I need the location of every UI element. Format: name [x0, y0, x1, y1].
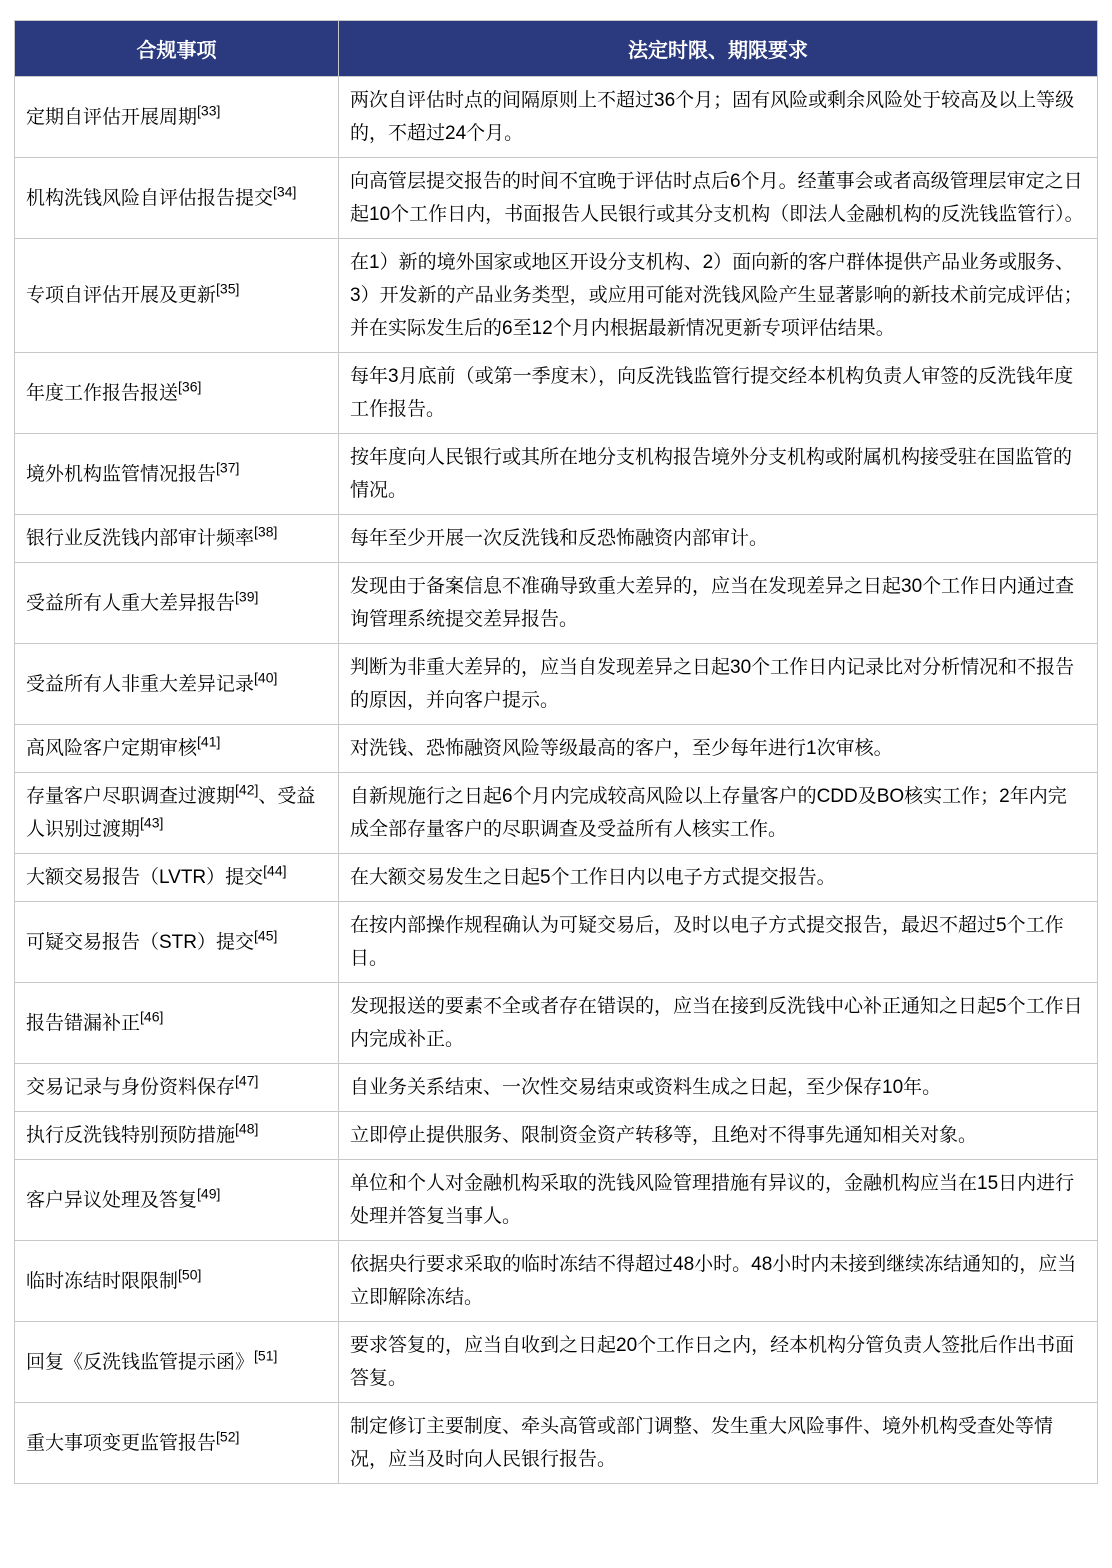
- table-row: [15, 773, 1098, 854]
- footnote-ref: [52]: [216, 1428, 240, 1445]
- footnote-ref: [44]: [263, 862, 287, 879]
- compliance-item-text: 高风险客户定期审核: [26, 738, 198, 759]
- table-row: [15, 644, 1098, 725]
- table-row: [15, 902, 1098, 983]
- table-row: [15, 1322, 1098, 1403]
- compliance-item-cell: [15, 1322, 339, 1403]
- footnote-ref: [34]: [273, 183, 297, 200]
- compliance-item-text: 、受益人识别过渡期: [26, 786, 316, 840]
- deadline-requirement-cell: 在按内部操作规程确认为可疑交易后，及时以电子方式提交报告，最迟不超过5个工作日。: [339, 902, 1098, 983]
- compliance-item-cell: [15, 239, 339, 353]
- deadline-requirement-cell: 自新规施行之日起6个月内完成较高风险以上存量客户的CDD及BO核实工作；2年内完成全部存量客户的尽职调查及受益所有人核实工作。: [339, 773, 1098, 854]
- footnote-ref: [42]: [235, 781, 259, 798]
- deadline-requirement-cell: 在大额交易发生之日起5个工作日内以电子方式提交报告。: [339, 854, 1098, 902]
- footnote-ref: [46]: [140, 1008, 164, 1025]
- table-row: [15, 1241, 1098, 1322]
- deadline-requirement-cell: 每年至少开展一次反洗钱和反恐怖融资内部审计。: [339, 515, 1098, 563]
- deadline-requirement-cell: 自业务关系结束、一次性交易结束或资料生成之日起，至少保存10年。: [339, 1064, 1098, 1112]
- table-row: [15, 434, 1098, 515]
- compliance-item-text: 年度工作报告报送: [26, 382, 179, 404]
- compliance-item-text: 受益所有人重大差异报告: [26, 592, 236, 614]
- compliance-item-cell: [15, 158, 339, 239]
- footnote-ref: [43]: [140, 814, 164, 831]
- table-header: [15, 21, 1098, 77]
- table-row: [15, 239, 1098, 353]
- compliance-item-text: 大额交易报告（LVTR）提交: [26, 867, 264, 888]
- table-row: [15, 353, 1098, 434]
- compliance-item-text: 客户异议处理及答复: [26, 1189, 198, 1211]
- compliance-item-cell: [15, 1241, 339, 1322]
- compliance-item-text: 报告错漏补正: [26, 1012, 141, 1034]
- compliance-item-cell: [15, 983, 339, 1064]
- footnote-ref: [45]: [254, 927, 278, 944]
- compliance-item-text: 可疑交易报告（STR）提交: [26, 931, 255, 953]
- footnote-ref: [38]: [254, 523, 278, 540]
- compliance-item-text: 回复《反洗钱监管提示函》: [26, 1351, 255, 1373]
- table-row: [15, 158, 1098, 239]
- deadline-requirement-cell: 对洗钱、恐怖融资风险等级最高的客户，至少每年进行1次审核。: [339, 725, 1098, 773]
- compliance-item-text: 受益所有人非重大差异记录: [26, 673, 255, 695]
- footnote-ref: [50]: [178, 1266, 202, 1283]
- deadline-requirement-cell: 每年3月底前（或第一季度末），向反洗钱监管行提交经本机构负责人审签的反洗钱年度工作报告。: [339, 353, 1098, 434]
- compliance-item-cell: [15, 725, 339, 773]
- table-row: [15, 515, 1098, 563]
- compliance-item-cell: [15, 515, 339, 563]
- compliance-item-cell: [15, 1403, 339, 1484]
- footnote-ref: [47]: [235, 1072, 259, 1089]
- compliance-item-text: 专项自评估开展及更新: [26, 285, 217, 306]
- deadline-requirement-cell: 判断为非重大差异的，应当自发现差异之日起30个工作日内记录比对分析情况和不报告的原因，并向客户提示。: [339, 644, 1098, 725]
- deadline-requirement-cell: 按年度向人民银行或其所在地分支机构报告境外分支机构或附属机构接受驻在国监管的情况。: [339, 434, 1098, 515]
- deadline-requirement-cell: 要求答复的，应当自收到之日起20个工作日之内，经本机构分管负责人签批后作出书面答复。: [339, 1322, 1098, 1403]
- compliance-item-cell: [15, 902, 339, 983]
- table-row: [15, 1112, 1098, 1160]
- compliance-item-text: 定期自评估开展周期: [26, 106, 198, 128]
- deadline-requirement-cell: 在1）新的境外国家或地区开设分支机构、2）面向新的客户群体提供产品业务或服务、3）开发新的产品业务类型，或应用可能对洗钱风险产生显著影响的新技术前完成评估；并在实际发生后的6至12个月内根据最新情况更新专项评估结果。: [339, 239, 1098, 353]
- compliance-item-cell: [15, 353, 339, 434]
- table-row: [15, 563, 1098, 644]
- table-row: [15, 983, 1098, 1064]
- compliance-item-cell: [15, 773, 339, 854]
- table-row: [15, 1160, 1098, 1241]
- compliance-item-text: 存量客户尽职调查过渡期: [26, 786, 236, 807]
- compliance-item-text: 境外机构监管情况报告: [26, 463, 217, 485]
- compliance-item-cell: [15, 1160, 339, 1241]
- compliance-item-text: 重大事项变更监管报告: [26, 1432, 217, 1454]
- table-row: [15, 1403, 1098, 1484]
- footnote-ref: [37]: [216, 459, 240, 476]
- compliance-item-cell: [15, 77, 339, 158]
- compliance-item-cell: [15, 434, 339, 515]
- compliance-item-cell: [15, 563, 339, 644]
- table-row: [15, 77, 1098, 158]
- compliance-item-cell: [15, 1064, 339, 1112]
- footnote-ref: [51]: [254, 1347, 278, 1364]
- compliance-item-text: 交易记录与身份资料保存: [26, 1077, 236, 1098]
- deadline-requirement-cell: 立即停止提供服务、限制资金资产转移等，且绝对不得事先通知相关对象。: [339, 1112, 1098, 1160]
- col-header-deadline-requirement: 法定时限、期限要求: [339, 21, 1098, 77]
- col-header-compliance-item: 合规事项: [15, 21, 339, 77]
- footnote-ref: [48]: [235, 1120, 259, 1137]
- compliance-item-cell: [15, 854, 339, 902]
- table-row: [15, 725, 1098, 773]
- compliance-item-text: 执行反洗钱特别预防措施: [26, 1125, 236, 1146]
- footnote-ref: [49]: [197, 1185, 221, 1202]
- table-row: [15, 1064, 1098, 1112]
- deadline-requirement-cell: 发现由于备案信息不准确导致重大差异的，应当在发现差异之日起30个工作日内通过查询管理系统提交差异报告。: [339, 563, 1098, 644]
- deadline-requirement-cell: 两次自评估时点的间隔原则上不超过36个月；固有风险或剩余风险处于较高及以上等级的，不超过24个月。: [339, 77, 1098, 158]
- table-row: [15, 854, 1098, 902]
- header-row: [15, 21, 1098, 77]
- deadline-requirement-cell: 制定修订主要制度、牵头高管或部门调整、发生重大风险事件、境外机构受查处等情况，应当及时向人民银行报告。: [339, 1403, 1098, 1484]
- footnote-ref: [33]: [197, 102, 221, 119]
- deadline-requirement-cell: 向高管层提交报告的时间不宜晚于评估时点后6个月。经董事会或者高级管理层审定之日起10个工作日内，书面报告人民银行或其分支机构（即法人金融机构的反洗钱监管行）。: [339, 158, 1098, 239]
- compliance-item-text: 银行业反洗钱内部审计频率: [26, 528, 255, 549]
- compliance-item-text: 临时冻结时限限制: [26, 1270, 179, 1292]
- footnote-ref: [36]: [178, 378, 202, 395]
- compliance-item-cell: [15, 1112, 339, 1160]
- table-body: [15, 77, 1098, 1484]
- compliance-item-text: 机构洗钱风险自评估报告提交: [26, 187, 274, 209]
- footnote-ref: [41]: [197, 733, 221, 750]
- footnote-ref: [35]: [216, 280, 240, 297]
- deadline-requirement-cell: 发现报送的要素不全或者存在错误的，应当在接到反洗钱中心补正通知之日起5个工作日内完成补正。: [339, 983, 1098, 1064]
- deadline-requirement-cell: 依据央行要求采取的临时冻结不得超过48小时。48小时内未接到继续冻结通知的，应当立即解除冻结。: [339, 1241, 1098, 1322]
- compliance-item-cell: [15, 644, 339, 725]
- footnote-ref: [40]: [254, 669, 278, 686]
- deadline-requirement-cell: 单位和个人对金融机构采取的洗钱风险管理措施有异议的，金融机构应当在15日内进行处理并答复当事人。: [339, 1160, 1098, 1241]
- footnote-ref: [39]: [235, 588, 259, 605]
- compliance-deadline-table: [14, 20, 1098, 1484]
